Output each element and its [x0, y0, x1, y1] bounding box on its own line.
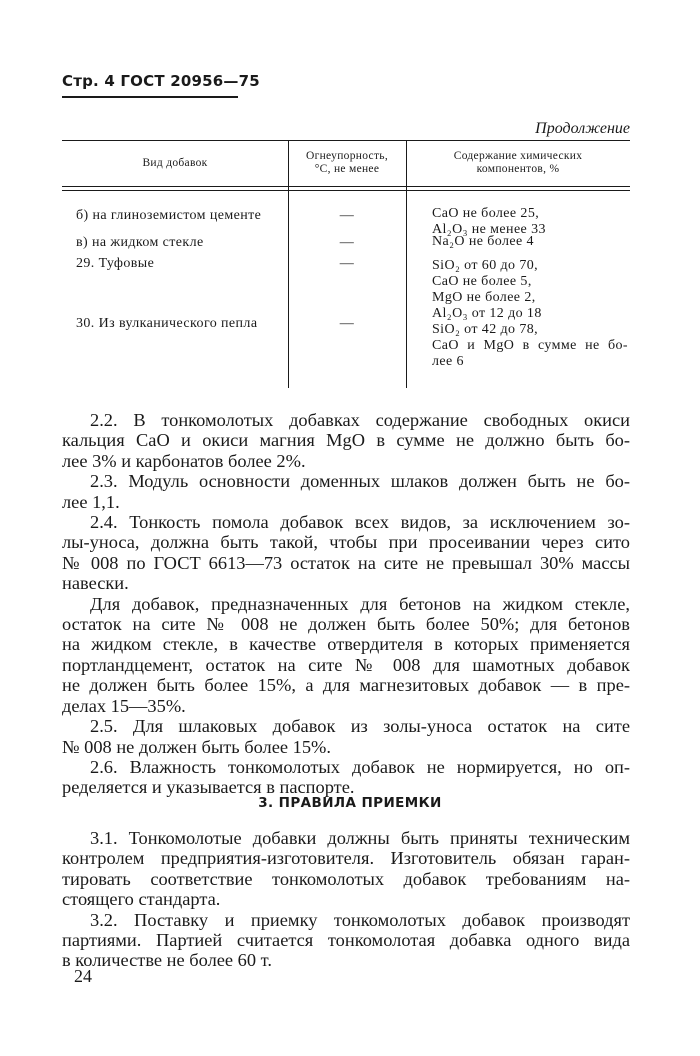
text-line: кальция CaO и окиси магния MgO в сумме не должно быть бо-	[62, 430, 630, 451]
row-additive-name: 29. Туфовые	[76, 256, 155, 271]
text-line: ределяется и указывается в паспорте.	[62, 777, 355, 798]
column-header-line: Огнеупорность,	[305, 150, 389, 162]
row-refractoriness: —	[339, 208, 355, 223]
text-line: 2.6. Влажность тонкомолотых добавок не нормируется, но оп-	[90, 756, 630, 777]
row-refractoriness: —	[339, 316, 355, 331]
composition-line: MgO не более 2,	[432, 290, 536, 305]
text-line: 3.2. Поставку и приемку тонкомолотых добавок производят	[90, 909, 630, 930]
additives-table	[62, 140, 630, 388]
paragraph-3-2	[62, 910, 630, 971]
text-line: № 008 по ГОСТ 6613—73 остаток на сите не превышал 30% массы	[62, 552, 630, 573]
text-line: тировать соответствие тонкомолотых добавок требованиям на-	[62, 868, 630, 889]
text-line: лее 3% и карбонатов более 2%.	[62, 450, 306, 471]
paragraph-2-6	[62, 757, 630, 798]
text-line: 2.4. Тонкость помола добавок всех видов, за исключением зо-	[90, 512, 630, 533]
composition-line: лее 6	[432, 354, 464, 369]
column-header-line: компонентов, %	[476, 163, 560, 175]
paragraph-2-5	[62, 716, 630, 757]
text-line: остаток на сите № 008 не должен быть более 50%; для бетонов	[62, 614, 630, 635]
column-header-line: Содержание химических	[453, 150, 583, 162]
column-header-line: °С, не менее	[314, 163, 380, 175]
body-text	[62, 410, 630, 798]
row-additive-name: б) на глиноземистом цементе	[76, 208, 262, 223]
text-line: Для добавок, предназначенных для бетонов на жидком стекле,	[90, 593, 630, 614]
text-line: в количестве не более 60 т.	[62, 950, 272, 971]
text-line: навески.	[62, 573, 129, 594]
paragraph-2-3	[62, 471, 630, 512]
row-composition	[432, 258, 628, 322]
column-header-line: Вид добавок	[142, 156, 208, 169]
table-header-rule	[62, 186, 630, 187]
text-line: стоящего стандарта.	[62, 889, 221, 910]
paragraph-liquid-glass	[62, 594, 630, 716]
header-rule	[62, 96, 238, 98]
composition-line: Al₂O₃ не менее 33	[432, 222, 546, 237]
text-line: контролем предприятия-изготовителя. Изготовитель обязан гаран-	[62, 848, 630, 869]
row-additive-name: 30. Из вулканического пепла	[76, 316, 258, 331]
page-number: 24	[74, 966, 92, 986]
text-line: № 008 не должен быть более 15%.	[62, 736, 331, 757]
text-line: 3.1. Тонкомолотые добавки должны быть приняты техническим	[90, 828, 630, 848]
text-line: делах 15—35%.	[62, 695, 186, 716]
composition-line: SiO₂ от 42 до 78,	[432, 322, 539, 337]
text-line: на жидком стекле, в качестве отвердителя в которых применяется	[62, 634, 630, 655]
continuation-label: Продолжение	[535, 120, 630, 137]
text-line: лее 1,1.	[62, 491, 120, 512]
table-header-rule-double	[62, 190, 630, 191]
text-line: 2.2. В тонкомолотых добавках содержание свободных окиси	[90, 410, 630, 430]
paragraph-2-4	[62, 512, 630, 594]
composition-line: Na₂O не более 4	[432, 234, 534, 249]
composition-line: CaO не более 25,	[432, 206, 540, 221]
composition-line: Al₂O₃ от 12 до 18	[432, 306, 542, 321]
text-line: партиями. Партией считается тонкомолотая добавка одного вида	[62, 930, 630, 951]
running-header: Стр. 4 ГОСТ 20956—75	[62, 72, 260, 90]
row-composition	[432, 234, 628, 250]
text-line: лы-уноса, должна быть такой, чтобы при просеивании через сито	[62, 532, 630, 553]
column-header-refractoriness	[288, 140, 406, 186]
composition-line: SiO₂ от 60 до 70,	[432, 258, 539, 273]
composition-line: CaO и MgO в сумме не бо-	[432, 338, 628, 353]
column-header-additive-type	[62, 140, 288, 186]
section-3-text	[62, 828, 630, 971]
section-heading: 3. ПРАВИЛА ПРИЕМКИ	[258, 795, 442, 811]
row-additive-name: в) на жидком стекле	[76, 235, 204, 250]
text-line: 2.3. Модуль основности доменных шлаков должен быть не бо-	[90, 471, 630, 492]
text-line: 2.5. Для шлаковых добавок из золы-уноса остаток на сите	[90, 716, 630, 737]
column-header-composition	[406, 140, 630, 186]
row-composition	[432, 322, 628, 370]
paragraph-3-1	[62, 828, 630, 910]
text-line: не должен быть более 15%, а для магнезитовых добавок — в пре-	[62, 675, 630, 696]
row-refractoriness: —	[339, 256, 355, 271]
paragraph-2-2	[62, 410, 630, 471]
text-line: портландцемент, остаток на сите № 008 для шамотных добавок	[62, 654, 630, 675]
composition-line: CaO не более 5,	[432, 274, 532, 289]
row-refractoriness: —	[339, 235, 355, 250]
